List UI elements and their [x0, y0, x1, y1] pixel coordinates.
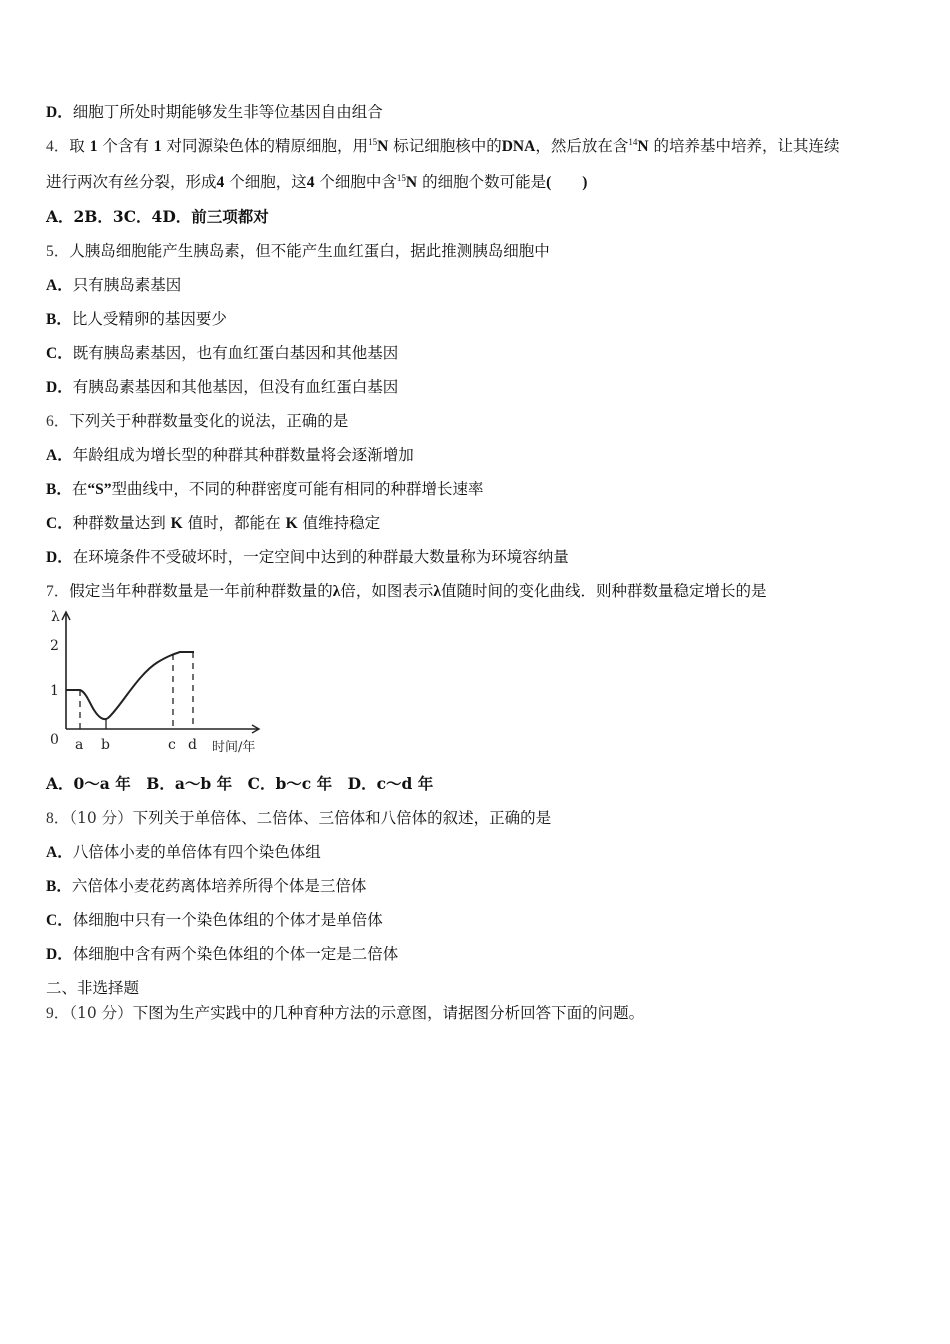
q5-option-a: A．只有胰岛素基因: [46, 276, 182, 294]
x-tick-a: a: [75, 737, 84, 753]
score: （10 分）: [69, 809, 133, 827]
q6-stem: 6．下列关于种群数量变化的说法，正确的是: [46, 412, 349, 430]
q5-option-d: D．有胰岛素基因和其他基因，但没有血红蛋白基因: [46, 378, 399, 396]
q4-stem-line2: 进行两次有丝分裂，形成4 个细胞，这4 个细胞中含$^{15}$N 的细胞个数可能是( ): [46, 173, 588, 191]
q4-stem-line1: 4．取 1 个含有 1 对同源染色体的精原细胞，用$^{15}$N 标记细胞核中的DNA，然后放在含$^{14}$N 的培养基中培养，让其连续: [46, 137, 840, 155]
q5-option-b: B．比人受精卵的基因要少: [46, 310, 227, 328]
x-tick-c: c: [168, 737, 176, 753]
q6-option-b: B．在“S”型曲线中，不同的种群密度可能有相同的种群增长速率: [46, 480, 484, 498]
q6-option-d: D．在环境条件不受破坏时，一定空间中达到的种群最大数量称为环境容纳量: [46, 548, 569, 566]
q8-option-d: D．体细胞中含有两个染色体组的个体一定是二倍体: [46, 945, 399, 963]
q8-stem: 8．（10 分）下列关于单倍体、二倍体、三倍体和八倍体的叙述，正确的是: [46, 809, 552, 827]
q9-stem: 9．（10 分）下图为生产实践中的几种育种方法的示意图，请据图分析回答下面的问题。: [46, 1004, 645, 1022]
question-number: 5．: [46, 243, 70, 260]
q8-option-c: C．体细胞中只有一个染色体组的个体才是单倍体: [46, 911, 383, 929]
y-tick-2: 2: [50, 638, 59, 654]
question-number: 8．: [46, 810, 70, 827]
question-number: 4．: [46, 138, 70, 155]
q7-options: A．0～a 年 B．a～b 年 C．b～c 年 D．c～d 年: [46, 774, 434, 793]
section-title: 二、非选择题: [46, 979, 140, 997]
q7-stem: 7．假定当年种群数量是一年前种群数量的λ倍，如图表示λ值随时间的变化曲线．则种群数量稳定增长的是: [46, 582, 767, 600]
question-number: 6．: [46, 413, 70, 430]
q4-options: A．2B．3C．4D．前三项都对: [46, 207, 269, 226]
q6-option-c: C．种群数量达到 K 值时，都能在 K 值维持稳定: [46, 514, 381, 532]
q8-option-b: B．六倍体小麦花药离体培养所得个体是三倍体: [46, 877, 367, 895]
lambda-time-graph: [46, 606, 286, 762]
y-tick-1: 1: [50, 683, 59, 699]
y-axis-label: λ: [51, 609, 60, 625]
y-tick-0: 0: [50, 732, 59, 748]
question-number: 7．: [46, 583, 70, 600]
score: （10 分）: [69, 1004, 133, 1022]
lambda-curve: [66, 652, 194, 719]
q8-option-a: A．八倍体小麦的单倍体有四个染色体组: [46, 843, 321, 861]
x-tick-d: d: [188, 737, 197, 753]
question-number: 9．: [46, 1005, 70, 1022]
x-tick-b: b: [101, 737, 110, 753]
q5-stem: 5．人胰岛细胞能产生胰岛素，但不能产生血红蛋白，据此推测胰岛细胞中: [46, 242, 550, 260]
q3-option-d: D．细胞丁所处时期能够发生非等位基因自由组合: [46, 103, 383, 121]
x-axis-label: 时间/年: [212, 740, 256, 755]
q6-option-a: A．年龄组成为增长型的种群其种群数量将会逐渐增加: [46, 446, 414, 464]
q5-option-c: C．既有胰岛素基因，也有血红蛋白基因和其他基因: [46, 344, 399, 362]
